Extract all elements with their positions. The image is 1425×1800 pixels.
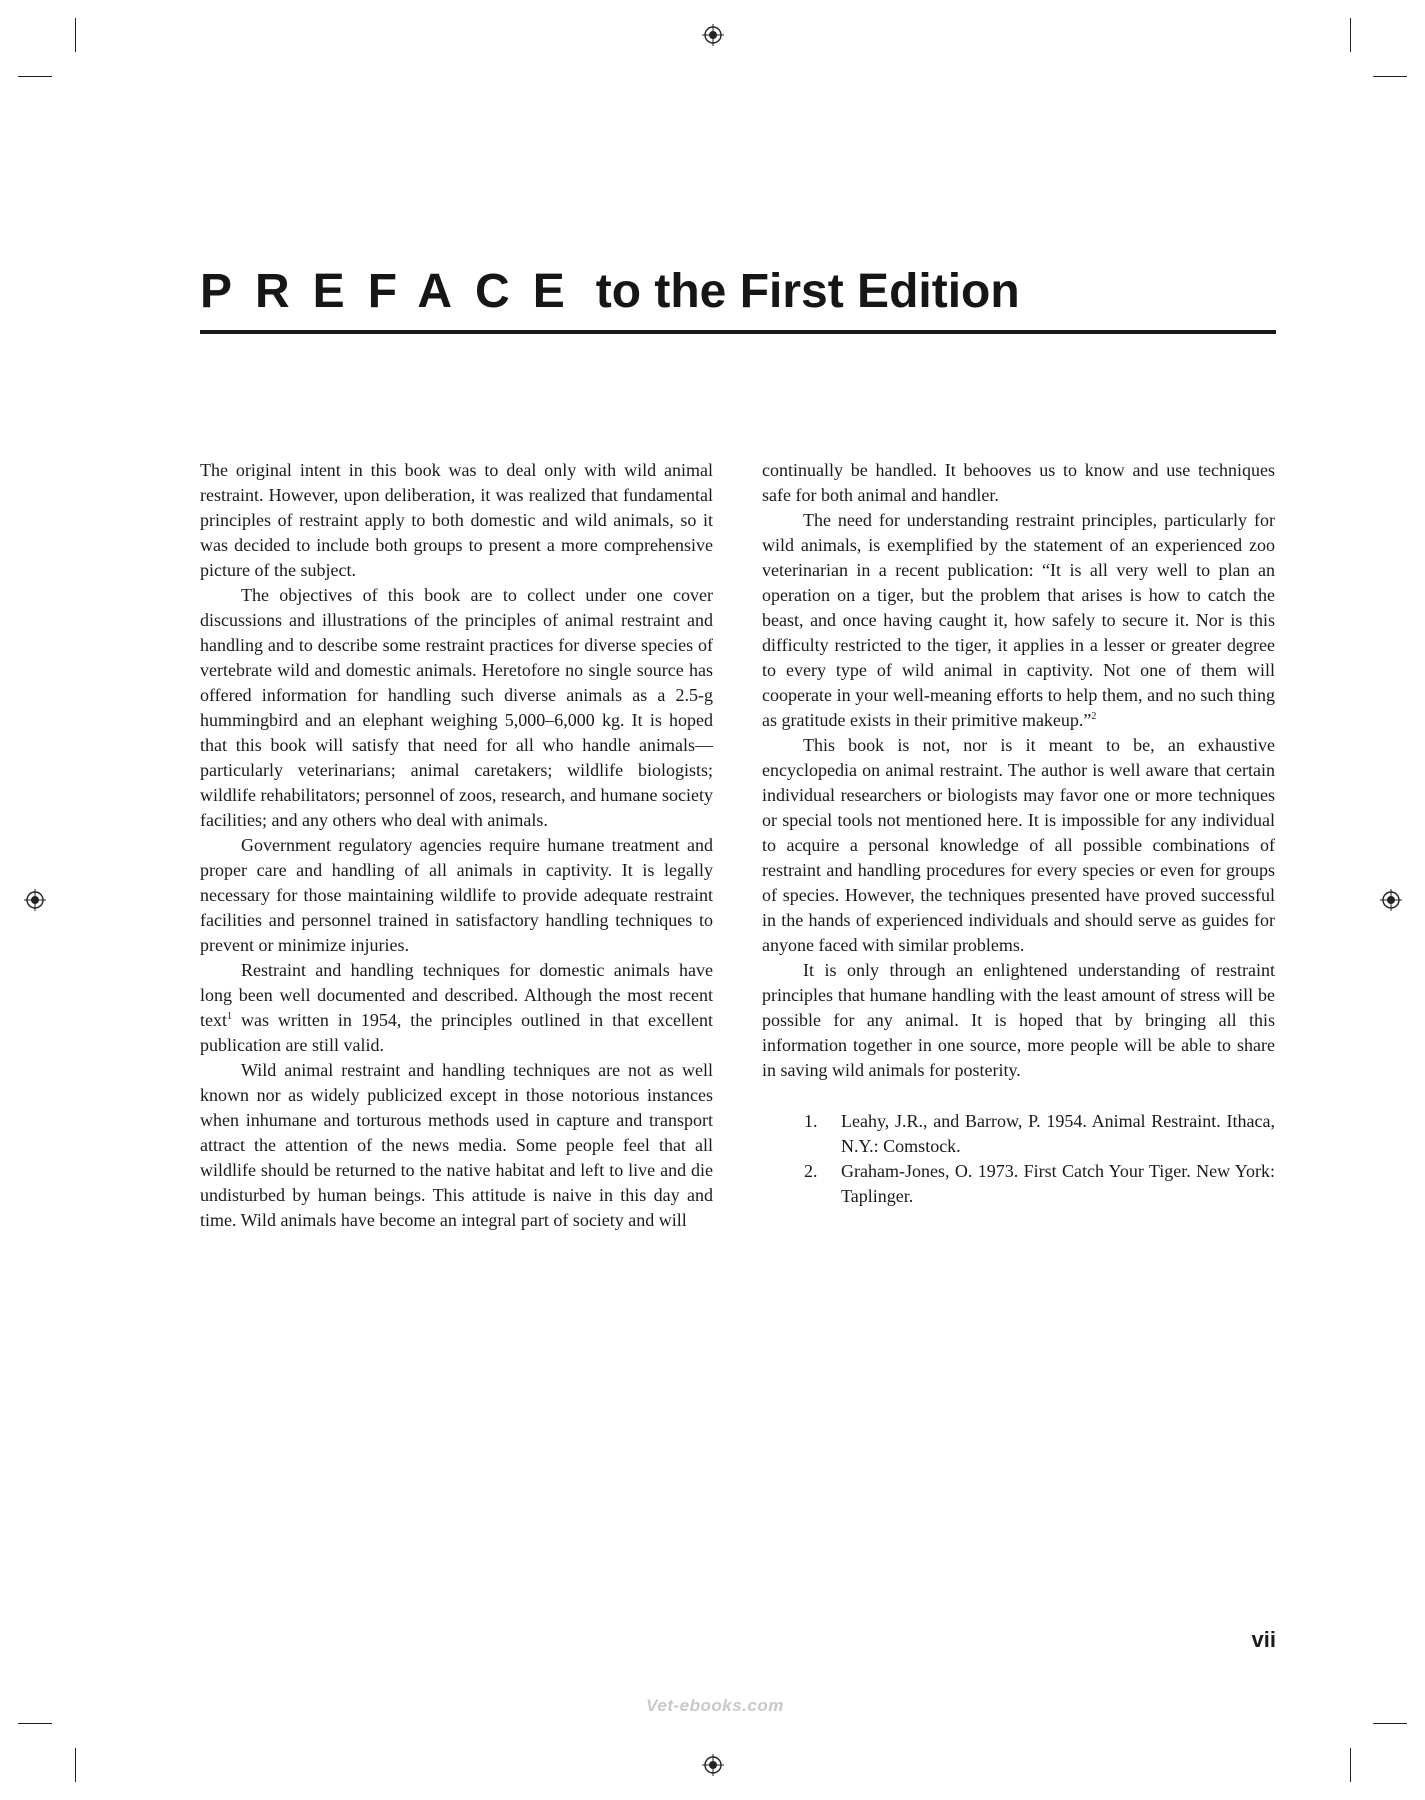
paragraph: Government regulatory agencies require humane treatment and proper care and handling of all animals in captivity. It is legally necessary for those maintaining wildlife to provide adequate restraint facilities and personnel trained in satisfactory handling techniques to prevent or minimize injuries. — [200, 835, 713, 955]
reference-item — [762, 1159, 1275, 1209]
registration-mark-top-icon — [702, 24, 724, 46]
crop-mark-bottom-right-h — [1373, 1723, 1407, 1724]
paragraph: This book is not, nor is it meant to be, an exhaustive encyclopedia on animal restraint. The author is well aware that certain individual researchers or biologists may favor one or more techniques or special tools not mentioned here. It is impossible for any individual to acquire a personal knowledge of all possible combinations of restraint and handling procedures for every species or even for groups of species. However, the techniques presented have proved successful in the hands of experienced individuals and should serve as guides for anyone faced with similar problems. — [762, 735, 1275, 955]
reference-list — [762, 1109, 1275, 1209]
paragraph: The original intent in this book was to deal only with wild animal restraint. However, upon deliberation, it was realized that fundamental principles of restraint apply to both domestic and wild animals, so it was decided to include both groups to present a more comprehensive picture of the subject. — [200, 460, 713, 580]
paragraph: The objectives of this book are to collect under one cover discussions and illustrations of the principles of animal restraint and handling and to describe some restraint practices for diverse species of vertebrate wild and domestic animals. Heretofore no single source has offered information for handling such diverse animals as a 2.5-g hummingbird and an elephant weighing 5,000–6,000 kg. It is hoped that this book will satisfy that need for all who handle animals—particularly veterinarians; animal caretakers; wildlife biologists; wildlife rehabilitators; personnel of zoos, research, and humane society facilities; and any others who deal with animals. — [200, 585, 713, 830]
page-header — [200, 262, 1276, 334]
crop-mark-top-right-h — [1373, 76, 1407, 77]
crop-mark-top-left — [75, 18, 76, 52]
reference-number: 1. — [804, 1111, 818, 1131]
reference-text: Leahy, J.R., and Barrow, P. 1954. Animal Restraint. Ithaca, N.Y.: Comstock. — [841, 1111, 1275, 1156]
left-column — [200, 458, 713, 1233]
right-column — [762, 458, 1275, 1209]
crop-mark-top-right — [1350, 18, 1351, 52]
registration-mark-bottom-icon — [702, 1754, 724, 1776]
paragraph: Wild animal restraint and handling techniques are not as well known nor as widely publicized except in those notorious instances when inhumane and torturous methods used in capture and transport attract the attention of the news media. Some people feel that all wildlife should be returned to the native habitat and left to live and die undisturbed by human beings. This attitude is naive in this day and time. Wild animals have become an integral part of society and will — [200, 1060, 713, 1230]
paragraph — [762, 508, 1275, 733]
footnote-ref: 1 — [227, 1011, 232, 1022]
reference-text: Graham-Jones, O. 1973. First Catch Your Tiger. New York: Taplinger. — [841, 1161, 1275, 1206]
paragraph-text: was written in 1954, the principles outlined in that excellent publication are still valid. — [200, 1010, 713, 1055]
reference-number: 2. — [804, 1161, 818, 1181]
paragraph-text: The need for understanding restraint principles, particularly for wild animals, is exemplified by the statement of an experienced zoo veterinarian in a recent publication: “It is all very well to plan an operation on a tiger, but the problem that arises is how to catch the beast, and once having caught it, how safely to secure it. Nor is this difficulty restricted to the tiger, it applies in a lesser or greater degree to every type of wild animal in captivity. Not one of them will cooperate in your well-meaning efforts to help them, and no such thing as gratitude exists in their primitive makeup.” — [762, 510, 1275, 730]
crop-mark-top-left-h — [18, 76, 52, 77]
title-rule — [200, 330, 1276, 334]
paragraph: continually be handled. It behooves us to know and use techniques safe for both animal and handler. — [762, 460, 1275, 505]
watermark-logo: Vet-ebooks.com — [646, 1696, 784, 1715]
title-spaced-word: PREFACE — [200, 265, 588, 318]
reference-item — [762, 1109, 1275, 1159]
paragraph — [200, 958, 713, 1058]
paragraph: It is only through an enlightened understanding of restraint principles that humane handling with the least amount of stress will be possible for any animal. It is hoped that by bringing all this information together in one source, more people will be able to share in saving wild animals for posterity. — [762, 960, 1275, 1080]
page-title — [200, 262, 1276, 322]
registration-mark-left-icon — [24, 889, 46, 911]
registration-mark-right-icon — [1380, 889, 1402, 911]
crop-mark-bottom-left — [75, 1748, 76, 1782]
footnote-ref: 2 — [1091, 711, 1097, 722]
title-subtitle: to the First Edition — [595, 265, 1020, 318]
page-number: vii — [1251, 1627, 1276, 1652]
paragraph-text: Restraint and handling techniques for domestic animals have long been well documented and described. Although the most recent text — [200, 960, 713, 1030]
crop-mark-bottom-right — [1350, 1748, 1351, 1782]
crop-mark-bottom-left-h — [18, 1723, 52, 1724]
